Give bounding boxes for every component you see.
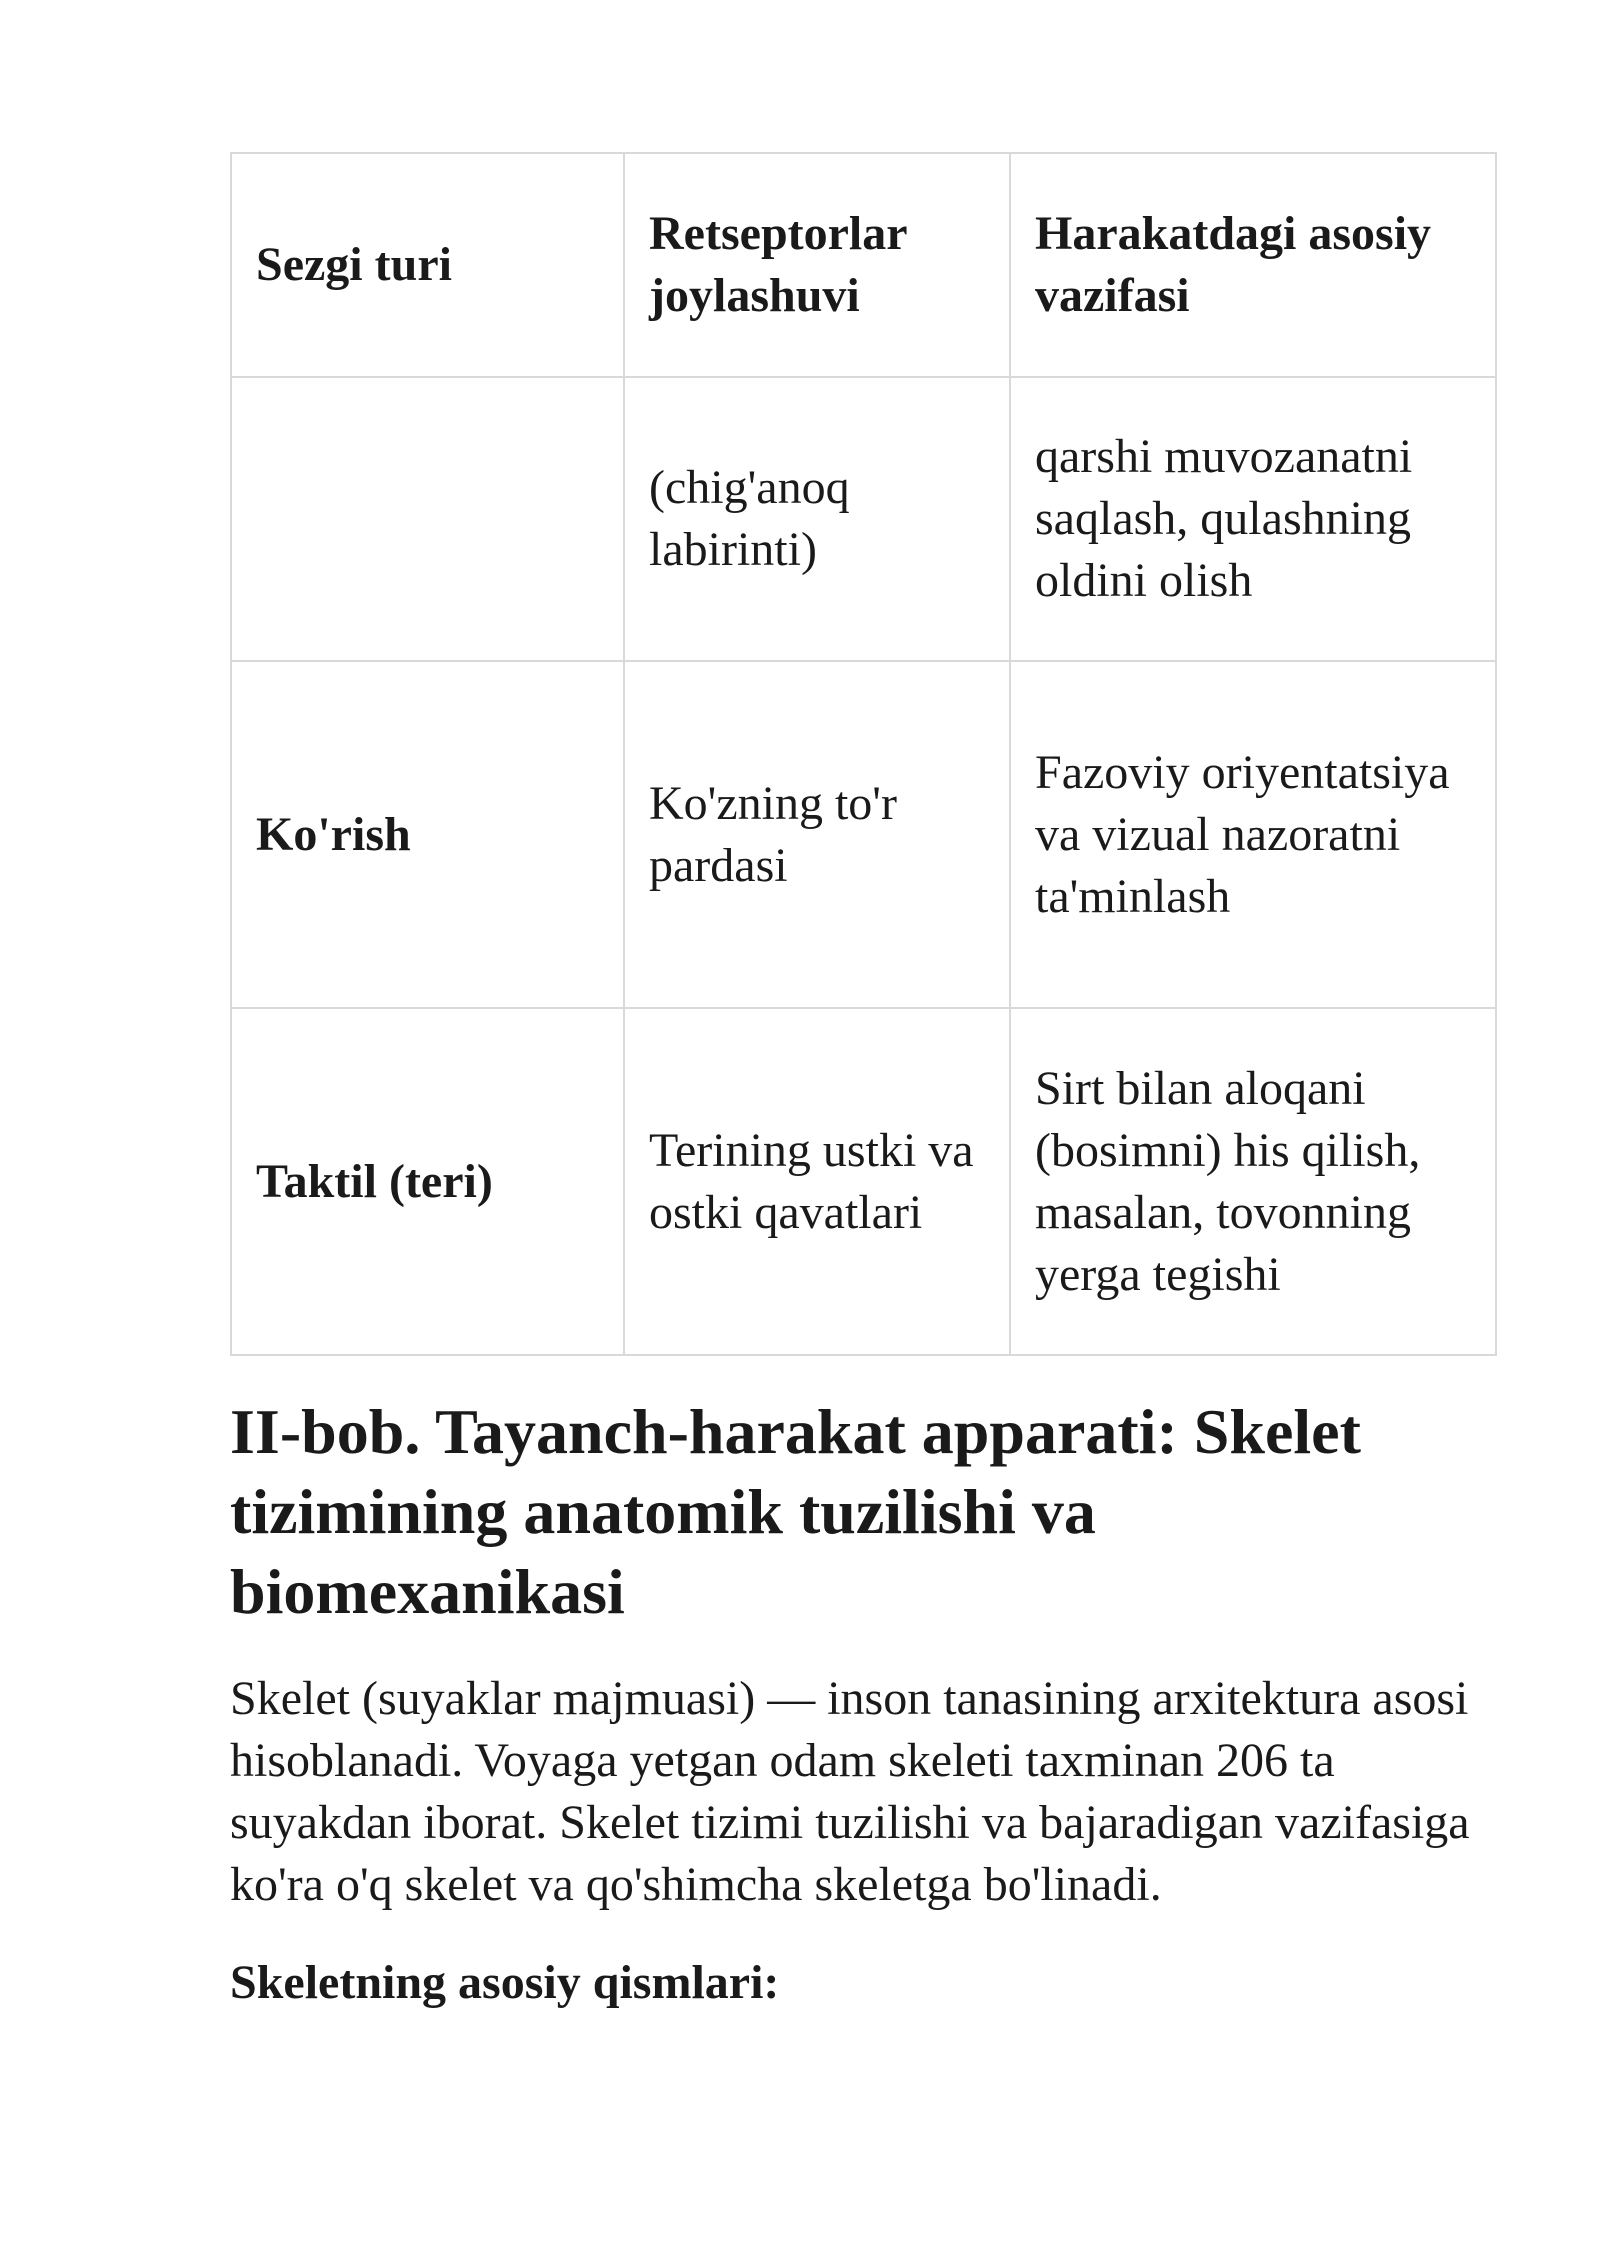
table-row bbox=[231, 377, 1496, 661]
header-main-function: Harakatdagi asosiy vazifasi bbox=[1010, 153, 1496, 377]
chapter-title: II-bob. Tayanch-harakat apparati: Skelet tizimining anatomik tuzilishi va biomexanikasi bbox=[230, 1396, 1361, 1627]
table-cell: Taktil (teri) bbox=[231, 1008, 624, 1355]
table-cell: (chig'anoq labirinti) bbox=[624, 377, 1010, 661]
table-cell: Terining ustki va ostki qavatlari bbox=[624, 1008, 1010, 1355]
table-cell: Sirt bilan aloqani (bosimni) his qilish, masalan, tovonning yerga tegishi bbox=[1010, 1008, 1496, 1355]
document-page bbox=[230, 152, 1495, 2014]
table-cell bbox=[231, 377, 624, 661]
header-receptor-location: Retseptorlar joylashuvi bbox=[624, 153, 1010, 377]
table-cell: Ko'rish bbox=[231, 661, 624, 1008]
senses-table bbox=[230, 152, 1497, 1356]
table-cell: Ko'zning to'r pardasi bbox=[624, 661, 1010, 1008]
table-cell: qarshi muvozanatni saqlash, qulashning oldini olish bbox=[1010, 377, 1496, 661]
table-header-row bbox=[231, 153, 1496, 377]
body-paragraph: Skelet (suyaklar majmuasi) — inson tanasining arxitektura asosi hisoblanadi. Voyaga yetgan odam skeleti taxminan 206 ta suyakdan iborat. Skelet tizimi tuzilishi va bajaradigan vazifasiga ko'ra o'q skelet va qo'shimcha skeletga bo'linadi. bbox=[230, 1672, 1470, 1911]
table-row bbox=[231, 1008, 1496, 1355]
table-cell: Fazoviy oriyentatsiya va vizual nazoratni ta'minlash bbox=[1010, 661, 1496, 1008]
table-row bbox=[231, 661, 1496, 1008]
header-sense-type: Sezgi turi bbox=[231, 153, 624, 377]
section-heading: Skeletning asosiy qismlari: bbox=[230, 1956, 780, 2009]
